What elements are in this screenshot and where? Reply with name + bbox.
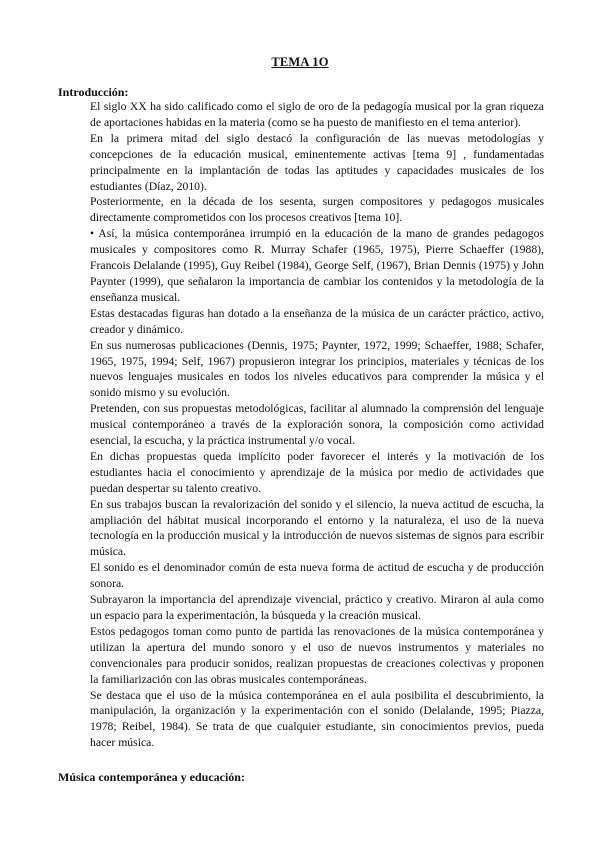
paragraph: En sus trabajos buscan la revalorización del sonido y el silencio, la nueva actitud de escucha, la ampliación del hábitat musical incorporando el entorno y la naturaleza, el uso de la nueva tecnología en la producción musical y la introducción de nuevos sistemas de signos para escribir música. <box>90 497 544 559</box>
section-heading-musica-contemporanea: Música contemporánea y educación: <box>58 770 245 784</box>
paragraph: Pretenden, con sus propuestas metodológicas, facilitar al alumnado la comprensión del lenguaje musical contemporáneo a través de la exploración sonora, la composición como actividad esencial, la escucha, y la práctica instrumental y/o vocal. <box>90 402 544 448</box>
document-title: TEMA 1O <box>271 55 329 69</box>
introduccion-body <box>90 99 544 751</box>
paragraph: Estos pedagogos toman como punto de partida las renovaciones de la música contemporánea y utilizan la apertura del mundo sonoro y el uso de nuevos instrumentos y materiales no convencionales para producir sonidos, realizan propuestas de creaciones colectivas y proponen la familiarización con las obras musicales contemporáneas. <box>90 624 544 686</box>
paragraph: Subrayaron la importancia del aprendizaje vivencial, práctico y creativo. Miraron al aula como un espacio para la experimentación, la búsqueda y la creación musical. <box>90 593 544 622</box>
paragraph: Posteriormente, en la década de los sesenta, surgen compositores y pedagogos musicales directamente comprometidos con los procesos creativos [tema 10]. <box>90 195 544 225</box>
paragraph: Estas destacadas figuras han dotado a la enseñanza de la música de un carácter práctico, activo, creador y dinámico. <box>90 306 544 336</box>
paragraph: En dichas propuestas queda implícito poder favorecer el interés y la motivación de los estudiantes hacia el conocimiento y aprendizaje de la música por medio de actividades que puedan despertar su talento creativo. <box>90 449 544 495</box>
paragraph: En la primera mitad del siglo destacó la configuración de las nuevas metodologías y concepciones de la educación musical, eminentemente activas [tema 9] , fundamentadas principalmente en la implantación de todas las aptitudes y capacidades musicales de los estudiantes (Díaz, 2010). <box>90 131 544 193</box>
paragraph: El siglo XX ha sido calificado como el siglo de oro de la pedagogía musical por la gran riqueza de aportaciones habidas en la materia (como se ha puesto de manifiesto en el tema anterior). <box>90 100 544 129</box>
paragraph: El sonido es el denominador común de esta nueva forma de actitud de escucha y de producción sonora. <box>90 561 544 591</box>
paragraph: Se destaca que el uso de la música contemporánea en el aula posibilita el descubrimiento, la manipulación, la organización y la experimentación con el sonido (Delalande, 1995; Piazza, 1978; Reibel, 1984). Se trata de que cualquier estudiante, sin conocimientos previos, pueda hacer música. <box>90 688 544 750</box>
paragraph: • Así, la música contemporánea irrumpió en la educación de la mano de grandes pedagogos musicales y compositores como R. Murray Schafer (1965, 1975), Pierre Schaeffer (1988), Francois Delalande (1995), Guy Reibel (1984), George Self, (1967), Brian Dennis (1975) y John Paynter (1999), que señalaron la importancia de cambiar los contenidos y la metodología de la enseñanza musical. <box>90 227 544 304</box>
paragraph: En sus numerosas publicaciones (Dennis, 1975; Paynter, 1972, 1999; Schaeffer, 1988; Schafer, 1965, 1975, 1994; Self, 1967) propusieron integrar los principios, materiales y técnicas de los nuevos lenguajes musicales en todos los niveles educativos para comprender la música y el sonido mismo y su evolución. <box>90 338 544 400</box>
section-heading-introduccion: Introducción: <box>58 85 129 99</box>
